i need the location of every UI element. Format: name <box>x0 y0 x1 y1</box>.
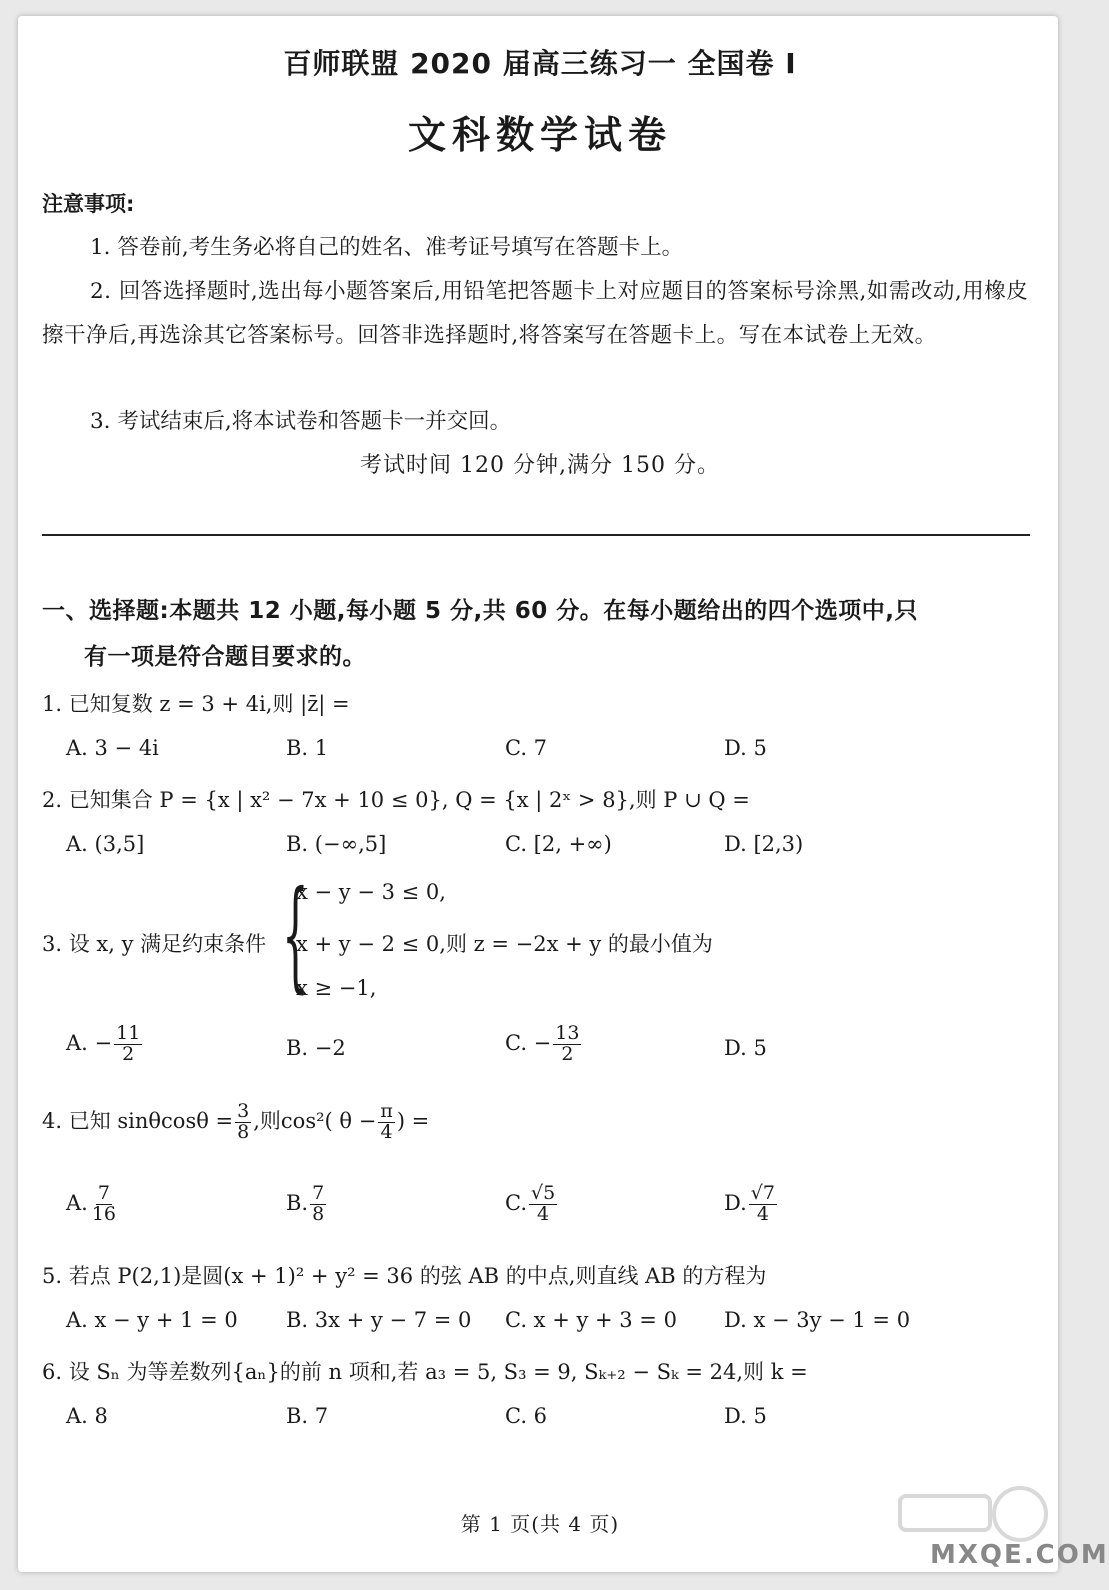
q1-option-b: B. 1 <box>286 736 329 760</box>
q3-option-c: C. − $\frac{13}{2}$ <box>505 1022 580 1065</box>
page-footer: 第 1 页(共 4 页) <box>460 1512 620 1536</box>
exam-time: 考试时间 120 分钟,满分 150 分。 <box>360 453 720 478</box>
section-heading <box>42 588 1032 680</box>
q2-option-d: D. [2,3) <box>724 832 804 856</box>
fraction: $\frac{√7}{4}$ <box>750 1182 775 1225</box>
divider <box>42 534 1030 536</box>
q3-constraint-2: x + y − 2 ≤ 0,则 z = −2x + y 的最小值为 <box>296 932 713 956</box>
q2-option-b: B. (−∞,5] <box>286 832 387 856</box>
q4-option-c: C. $\frac{√5}{4}$ <box>505 1182 556 1225</box>
fraction: $\frac{7}{16}$ <box>91 1182 117 1225</box>
q1-option-c: C. 7 <box>505 736 548 760</box>
q3-option-a: A. − $\frac{11}{2}$ <box>66 1022 141 1065</box>
q6-option-d: D. 5 <box>724 1404 767 1428</box>
q1-option-d: D. 5 <box>724 736 767 760</box>
note-item-2: 2. 回答选择题时,选出每小题答案后,用铅笔把答题卡上对应题目的答案标号涂黑,如需改动,用橡皮擦干净后,再选涂其它答案标号。回答非选择题时,将答案写在答题卡上。写在本试卷上无效。 <box>42 279 1029 348</box>
constraint-brace: { <box>282 866 309 1005</box>
question-6: 6. 设 Sₙ 为等差数列{aₙ}的前 n 项和,若 a₃ = 5, S₃ = 9, Sₖ₊₂ − Sₖ = 24,则 k = <box>42 1360 808 1384</box>
q4-option-d: D. $\frac{√7}{4}$ <box>724 1182 775 1225</box>
fraction: $\frac{3}{8}$ <box>237 1100 250 1143</box>
fraction: $\frac{\pi}{4}$ <box>380 1100 393 1143</box>
watermark-text: MXQE.COM <box>930 1540 1109 1570</box>
q3-option-b: B. −2 <box>286 1036 346 1060</box>
notes-heading: 注意事项: <box>42 192 135 216</box>
q5-option-b: B. 3x + y − 7 = 0 <box>286 1308 472 1332</box>
q5-option-d: D. x − 3y − 1 = 0 <box>724 1308 911 1332</box>
q5-option-a: A. x − y + 1 = 0 <box>66 1308 238 1332</box>
question-2: 2. 已知集合 P = {x | x² − 7x + 10 ≤ 0}, Q = {x | 2ˣ > 8},则 P ∪ Q = <box>42 788 750 812</box>
note-item-1: 1. 答卷前,考生务必将自己的姓名、准考证号填写在答题卡上。 <box>90 235 684 260</box>
question-4: 4. 已知 sinθcosθ = $\frac{3}{8}$ ,则cos²( θ − $\frac{\pi}{4}$ ) = <box>42 1100 430 1143</box>
q1-option-a: A. 3 − 4i <box>66 736 159 760</box>
fraction: $\frac{13}{2}$ <box>555 1022 580 1065</box>
q3-constraint-1: x − y − 3 ≤ 0, <box>296 880 446 904</box>
q2-option-a: A. (3,5] <box>66 832 145 856</box>
section-line-1: 一、选择题:本题共 12 小题,每小题 5 分,共 60 分。在每小题给出的四个选项中,只 <box>42 598 918 624</box>
fraction: $\frac{11}{2}$ <box>116 1022 141 1065</box>
exam-header: 百师联盟 2020 届高三练习一 全国卷 I <box>283 47 797 80</box>
q4-option-b: B. $\frac{7}{8}$ <box>286 1182 325 1225</box>
fraction: $\frac{√5}{4}$ <box>531 1182 556 1225</box>
note-item-3: 3. 考试结束后,将本试卷和答题卡一并交回。 <box>90 409 512 434</box>
q6-option-b: B. 7 <box>286 1404 329 1428</box>
question-3: 3. 设 x, y 满足约束条件 <box>42 932 267 956</box>
q3-option-d: D. 5 <box>724 1036 767 1060</box>
question-5: 5. 若点 P(2,1)是圆(x + 1)² + y² = 36 的弦 AB 的中点,则直线 AB 的方程为 <box>42 1264 767 1288</box>
q5-option-c: C. x + y + 3 = 0 <box>505 1308 677 1332</box>
question-1: 1. 已知复数 z = 3 + 4i,则 |z̄| = <box>42 692 350 716</box>
q3-constraint-3: x ≥ −1, <box>296 976 377 1000</box>
q4-option-a: A. $\frac{7}{16}$ <box>66 1182 117 1225</box>
q6-option-a: A. 8 <box>66 1404 108 1428</box>
page-title: 文科数学试卷 <box>407 113 672 157</box>
q6-option-c: C. 6 <box>505 1404 548 1428</box>
fraction: $\frac{7}{8}$ <box>312 1182 325 1225</box>
q2-option-c: C. [2, +∞) <box>505 832 612 856</box>
section-line-2: 有一项是符合题目要求的。 <box>84 644 366 670</box>
